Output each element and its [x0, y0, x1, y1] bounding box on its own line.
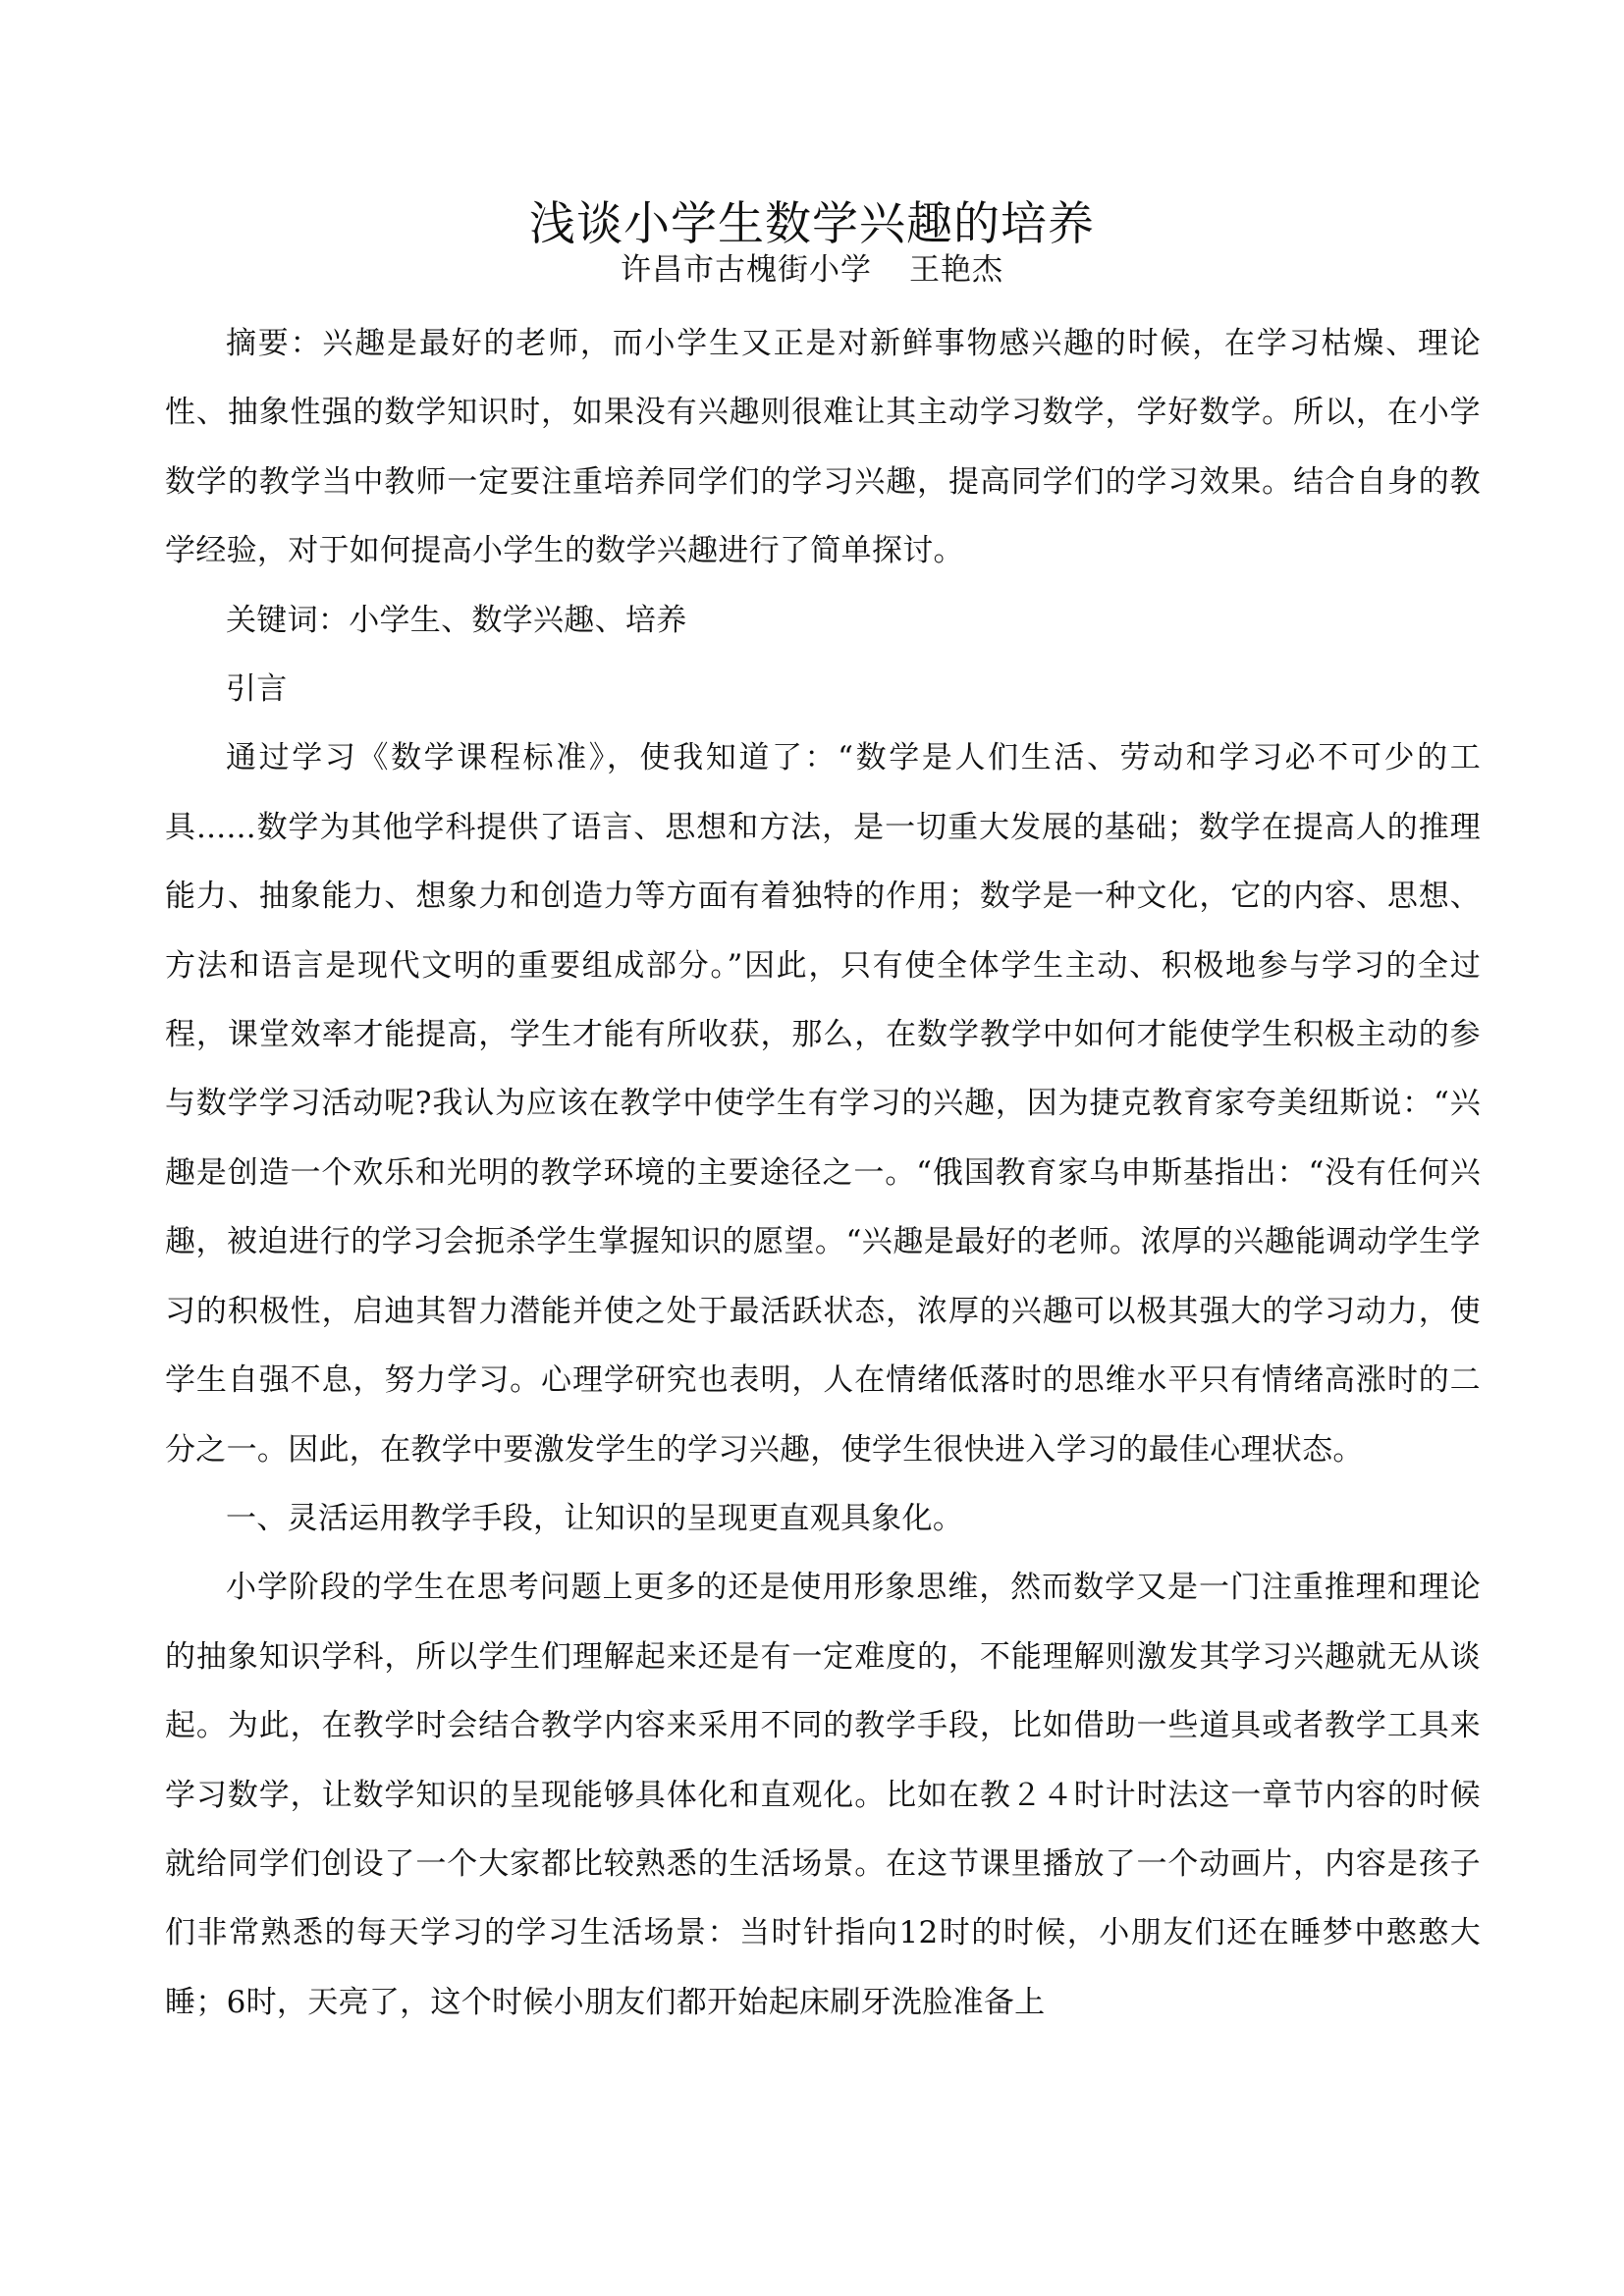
section-one-paragraph: 小学阶段的学生在思考问题上更多的还是使用形象思维，然而数学又是一门注重推理和理论的抽象知识学科，所以学生们理解起来还是有一定难度的，不能理解则激发其学习兴趣就无从谈起。为此，在教学时会结合教学内容来采用不同的教学手段，比如借助一些道具或者教学工具来学习数学，让数学知识的呈现能够具体化和直观化。比如在教２４时计时法这一章节内容的时候就给同学们创设了一个大家都比较熟悉的生活场景。在这节课里播放了一个动画片，内容是孩子们非常熟悉的每天学习的学习生活场景：当时针指向12时的时候，小朋友们还在睡梦中憨憨大睡；6时，天亮了，这个时候小朋友们都开始起床刷牙洗脸准备上: [165, 1570, 1481, 2020]
introduction-heading: 引言: [226, 671, 288, 708]
author-school: 许昌市古槐街小学: [621, 252, 872, 288]
document-body: [165, 309, 1481, 2037]
section-one-heading: 一、灵活运用教学手段，让知识的呈现更直观具象化。: [226, 1500, 964, 1536]
document-title: 浅谈小学生数学兴趣的培养: [529, 197, 1095, 252]
keywords-paragraph: 关键词：小学生、数学兴趣、培养: [226, 602, 687, 638]
author-line: [0, 248, 1624, 292]
author-name: 王艳杰: [909, 252, 1003, 288]
introduction-paragraph: 通过学习《数学课程标准》，使我知道了：“数学是人们生活、劳动和学习必不可少的工具......数学为其他学科提供了语言、思想和方法，是一切重大发展的基础；数学在提高人的推理能力、抽象能力、想象力和创造力等方面有着独特的作用；数学是一种文化，它的内容、思想、方法和语言是现代文明的重要组成部分。”因此，只有使全体学生主动、积极地参与学习的全过程，课堂效率才能提高，学生才能有所收获，那么，在数学教学中如何才能使学生积极主动的参与数学学习活动呢?我认为应该在教学中使学生有学习的兴趣，因为捷克教育家夸美纽斯说：“兴趣是创造一个欢乐和光明的教学环境的主要途径之一。“俄国教育家乌申斯基指出：“没有任何兴趣，被迫进行的学习会扼杀学生掌握知识的愿望。“兴趣是最好的老师。浓厚的兴趣能调动学生学习的积极性，启迪其智力潜能并使之处于最活跃状态，浓厚的兴趣可以极其强大的学习动力，使学生自强不息，努力学习。心理学研究也表明，人在情绪低落时的思维水平只有情绪高涨时的二分之一。因此，在教学中要激发学生的学习兴趣，使学生很快进入学习的最佳心理状态。: [165, 740, 1481, 1468]
abstract-paragraph: 摘要：兴趣是最好的老师，而小学生又正是对新鲜事物感兴趣的时候，在学习枯燥、理论性、抽象性强的数学知识时，如果没有兴趣则很难让其主动学习数学，学好数学。所以，在小学数学的教学当中教师一定要注重培养同学们的学习兴趣，提高同学们的学习效果。结合自身的教学经验，对于如何提高小学生的数学兴趣进行了简单探讨。: [165, 326, 1481, 569]
